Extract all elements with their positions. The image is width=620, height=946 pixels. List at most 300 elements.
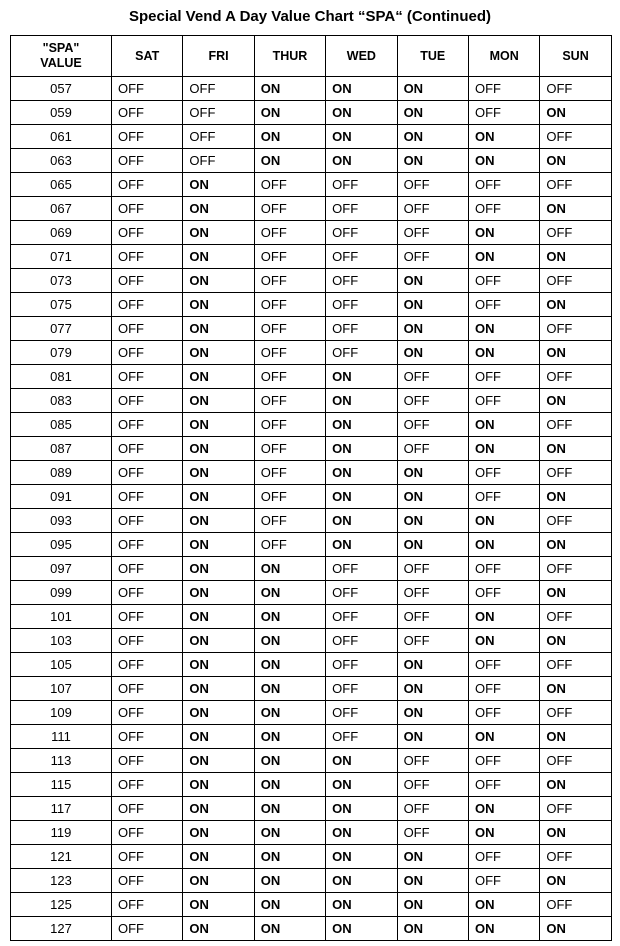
cell-thur: OFF — [254, 293, 325, 317]
cell-sun: OFF — [540, 749, 611, 773]
cell-sun: OFF — [540, 605, 611, 629]
cell-thur: ON — [254, 773, 325, 797]
cell-wed: OFF — [326, 677, 397, 701]
cell-mon: OFF — [468, 581, 539, 605]
spa-value-cell: 095 — [11, 533, 112, 557]
cell-sun: OFF — [540, 893, 611, 917]
cell-sun: ON — [540, 389, 611, 413]
cell-sun: OFF — [540, 701, 611, 725]
table-row — [11, 149, 612, 173]
cell-mon: OFF — [468, 101, 539, 125]
cell-sun: OFF — [540, 365, 611, 389]
table-row — [11, 437, 612, 461]
spa-value-cell: 073 — [11, 269, 112, 293]
cell-thur: OFF — [254, 461, 325, 485]
table-row — [11, 365, 612, 389]
cell-sat: OFF — [112, 365, 183, 389]
cell-mon: ON — [468, 221, 539, 245]
cell-mon: OFF — [468, 197, 539, 221]
cell-sat: OFF — [112, 461, 183, 485]
cell-thur: ON — [254, 677, 325, 701]
cell-sat: OFF — [112, 317, 183, 341]
table-row — [11, 797, 612, 821]
cell-mon: ON — [468, 149, 539, 173]
cell-sat: OFF — [112, 677, 183, 701]
cell-tue: OFF — [397, 365, 468, 389]
spa-value-cell: 115 — [11, 773, 112, 797]
table-row — [11, 605, 612, 629]
cell-thur: ON — [254, 629, 325, 653]
cell-thur: OFF — [254, 485, 325, 509]
cell-tue: ON — [397, 485, 468, 509]
cell-sat: OFF — [112, 845, 183, 869]
cell-fri: ON — [183, 341, 254, 365]
cell-tue: ON — [397, 149, 468, 173]
cell-sun: ON — [540, 101, 611, 125]
cell-sat: OFF — [112, 797, 183, 821]
table-row — [11, 653, 612, 677]
table-row — [11, 773, 612, 797]
cell-fri: ON — [183, 221, 254, 245]
spa-value-cell: 127 — [11, 917, 112, 941]
cell-fri: ON — [183, 173, 254, 197]
cell-tue: ON — [397, 341, 468, 365]
cell-sun: OFF — [540, 413, 611, 437]
cell-sat: OFF — [112, 893, 183, 917]
cell-sat: OFF — [112, 821, 183, 845]
spa-value-cell: 057 — [11, 77, 112, 101]
cell-mon: OFF — [468, 365, 539, 389]
spa-value-cell: 117 — [11, 797, 112, 821]
cell-mon: OFF — [468, 485, 539, 509]
spa-value-cell: 097 — [11, 557, 112, 581]
cell-thur: ON — [254, 893, 325, 917]
cell-tue: ON — [397, 653, 468, 677]
cell-sun: ON — [540, 773, 611, 797]
cell-sun: ON — [540, 677, 611, 701]
cell-fri: ON — [183, 365, 254, 389]
cell-sun: ON — [540, 197, 611, 221]
cell-wed: OFF — [326, 221, 397, 245]
cell-tue: OFF — [397, 173, 468, 197]
cell-sat: OFF — [112, 197, 183, 221]
cell-mon: ON — [468, 245, 539, 269]
table-body — [11, 77, 612, 941]
cell-sun: ON — [540, 869, 611, 893]
cell-tue: ON — [397, 725, 468, 749]
cell-sun: OFF — [540, 317, 611, 341]
cell-sun: ON — [540, 149, 611, 173]
cell-wed: ON — [326, 893, 397, 917]
cell-sat: OFF — [112, 869, 183, 893]
cell-sat: OFF — [112, 509, 183, 533]
spa-value-cell: 111 — [11, 725, 112, 749]
cell-mon: ON — [468, 893, 539, 917]
table-row — [11, 317, 612, 341]
table-row — [11, 221, 612, 245]
cell-wed: ON — [326, 365, 397, 389]
table-row — [11, 173, 612, 197]
cell-wed: OFF — [326, 269, 397, 293]
cell-sat: OFF — [112, 413, 183, 437]
cell-sat: OFF — [112, 557, 183, 581]
cell-wed: ON — [326, 773, 397, 797]
table-row — [11, 845, 612, 869]
spa-value-cell: 071 — [11, 245, 112, 269]
cell-thur: ON — [254, 149, 325, 173]
cell-thur: ON — [254, 605, 325, 629]
spa-value-cell: 087 — [11, 437, 112, 461]
cell-mon: ON — [468, 509, 539, 533]
page-title: Special Vend A Day Value Chart “SPA“ (Continued) — [128, 8, 491, 25]
cell-fri: ON — [183, 461, 254, 485]
spa-value-cell: 109 — [11, 701, 112, 725]
spa-value-cell: 105 — [11, 653, 112, 677]
cell-sun: ON — [540, 533, 611, 557]
cell-thur: ON — [254, 725, 325, 749]
spa-value-cell: 103 — [11, 629, 112, 653]
cell-mon: ON — [468, 533, 539, 557]
cell-tue: OFF — [397, 389, 468, 413]
spa-value-cell: 121 — [11, 845, 112, 869]
table-row — [11, 341, 612, 365]
cell-fri: ON — [183, 557, 254, 581]
cell-sun: ON — [540, 917, 611, 941]
cell-thur: ON — [254, 797, 325, 821]
cell-fri: ON — [183, 845, 254, 869]
cell-tue: ON — [397, 77, 468, 101]
cell-sun: ON — [540, 821, 611, 845]
cell-fri: OFF — [183, 101, 254, 125]
cell-mon: OFF — [468, 269, 539, 293]
cell-tue: OFF — [397, 413, 468, 437]
cell-fri: ON — [183, 797, 254, 821]
cell-fri: ON — [183, 437, 254, 461]
cell-thur: OFF — [254, 173, 325, 197]
spa-value-cell: 077 — [11, 317, 112, 341]
spa-value-cell: 081 — [11, 365, 112, 389]
cell-sat: OFF — [112, 437, 183, 461]
cell-sun: OFF — [540, 653, 611, 677]
cell-tue: ON — [397, 677, 468, 701]
cell-fri: ON — [183, 413, 254, 437]
cell-sun: ON — [540, 581, 611, 605]
spa-value-cell: 083 — [11, 389, 112, 413]
cell-sat: OFF — [112, 485, 183, 509]
spa-value-cell: 089 — [11, 461, 112, 485]
cell-wed: ON — [326, 917, 397, 941]
table-row — [11, 389, 612, 413]
cell-fri: ON — [183, 269, 254, 293]
spa-value-cell: 091 — [11, 485, 112, 509]
table-row — [11, 485, 612, 509]
cell-sun: OFF — [540, 557, 611, 581]
cell-mon: OFF — [468, 293, 539, 317]
table-row — [11, 869, 612, 893]
table-row — [11, 725, 612, 749]
table-row — [11, 77, 612, 101]
spa-value-cell: 113 — [11, 749, 112, 773]
cell-mon: ON — [468, 413, 539, 437]
cell-sun: OFF — [540, 461, 611, 485]
cell-wed: OFF — [326, 557, 397, 581]
cell-mon: OFF — [468, 389, 539, 413]
cell-mon: ON — [468, 629, 539, 653]
cell-thur: OFF — [254, 269, 325, 293]
cell-mon: ON — [468, 797, 539, 821]
cell-sun: OFF — [540, 173, 611, 197]
table-row — [11, 917, 612, 941]
cell-thur: OFF — [254, 221, 325, 245]
cell-tue: OFF — [397, 797, 468, 821]
spa-value-cell: 079 — [11, 341, 112, 365]
spa-value-header-label: "SPA" VALUE — [40, 41, 82, 70]
table-row — [11, 269, 612, 293]
cell-mon: ON — [468, 125, 539, 149]
cell-fri: ON — [183, 917, 254, 941]
cell-wed: ON — [326, 389, 397, 413]
cell-wed: ON — [326, 101, 397, 125]
cell-tue: OFF — [397, 581, 468, 605]
cell-sun: ON — [540, 437, 611, 461]
cell-wed: ON — [326, 821, 397, 845]
cell-fri: ON — [183, 581, 254, 605]
cell-wed: OFF — [326, 197, 397, 221]
spa-value-cell: 101 — [11, 605, 112, 629]
cell-fri: ON — [183, 485, 254, 509]
cell-thur: OFF — [254, 413, 325, 437]
cell-fri: ON — [183, 389, 254, 413]
cell-sun: OFF — [540, 797, 611, 821]
cell-tue: ON — [397, 701, 468, 725]
cell-sun: ON — [540, 293, 611, 317]
table-row — [11, 533, 612, 557]
cell-tue: ON — [397, 293, 468, 317]
cell-wed: ON — [326, 533, 397, 557]
cell-sat: OFF — [112, 749, 183, 773]
cell-fri: OFF — [183, 125, 254, 149]
table-row — [11, 677, 612, 701]
cell-wed: ON — [326, 485, 397, 509]
column-header-tue: TUE — [397, 36, 468, 77]
cell-sat: OFF — [112, 917, 183, 941]
spa-value-cell: 063 — [11, 149, 112, 173]
cell-thur: ON — [254, 101, 325, 125]
cell-sun: ON — [540, 341, 611, 365]
header-row — [11, 36, 612, 77]
spa-value-cell: 065 — [11, 173, 112, 197]
cell-mon: OFF — [468, 173, 539, 197]
cell-fri: ON — [183, 605, 254, 629]
cell-tue: ON — [397, 269, 468, 293]
cell-fri: ON — [183, 653, 254, 677]
table-row — [11, 821, 612, 845]
table-row — [11, 893, 612, 917]
spa-value-cell: 085 — [11, 413, 112, 437]
cell-thur: ON — [254, 821, 325, 845]
cell-wed: ON — [326, 845, 397, 869]
table-row — [11, 413, 612, 437]
cell-sat: OFF — [112, 773, 183, 797]
cell-wed: ON — [326, 797, 397, 821]
cell-thur: ON — [254, 749, 325, 773]
cell-mon: OFF — [468, 773, 539, 797]
cell-tue: OFF — [397, 773, 468, 797]
cell-tue: ON — [397, 869, 468, 893]
cell-fri: ON — [183, 701, 254, 725]
cell-sat: OFF — [112, 725, 183, 749]
cell-tue: OFF — [397, 557, 468, 581]
cell-tue: OFF — [397, 749, 468, 773]
cell-mon: ON — [468, 821, 539, 845]
cell-mon: OFF — [468, 653, 539, 677]
cell-wed: OFF — [326, 173, 397, 197]
table-row — [11, 293, 612, 317]
cell-sat: OFF — [112, 173, 183, 197]
cell-wed: ON — [326, 869, 397, 893]
cell-sat: OFF — [112, 125, 183, 149]
cell-mon: OFF — [468, 461, 539, 485]
spa-value-cell: 099 — [11, 581, 112, 605]
cell-wed: ON — [326, 77, 397, 101]
cell-fri: ON — [183, 317, 254, 341]
cell-thur: ON — [254, 581, 325, 605]
table-row — [11, 197, 612, 221]
table-row — [11, 125, 612, 149]
column-header-sun: SUN — [540, 36, 611, 77]
cell-tue: OFF — [397, 821, 468, 845]
cell-sat: OFF — [112, 701, 183, 725]
cell-thur: ON — [254, 701, 325, 725]
cell-sat: OFF — [112, 533, 183, 557]
cell-tue: ON — [397, 101, 468, 125]
cell-sun: OFF — [540, 125, 611, 149]
table-row — [11, 581, 612, 605]
cell-mon: OFF — [468, 557, 539, 581]
cell-tue: OFF — [397, 197, 468, 221]
cell-sun: ON — [540, 725, 611, 749]
cell-fri: ON — [183, 821, 254, 845]
cell-sun: ON — [540, 485, 611, 509]
cell-tue: OFF — [397, 221, 468, 245]
cell-tue: OFF — [397, 629, 468, 653]
cell-sat: OFF — [112, 341, 183, 365]
column-header-wed: WED — [326, 36, 397, 77]
cell-tue: ON — [397, 845, 468, 869]
cell-thur: OFF — [254, 509, 325, 533]
cell-sat: OFF — [112, 101, 183, 125]
cell-wed: OFF — [326, 341, 397, 365]
cell-mon: OFF — [468, 869, 539, 893]
cell-wed: OFF — [326, 653, 397, 677]
cell-mon: OFF — [468, 701, 539, 725]
table-row — [11, 749, 612, 773]
cell-tue: ON — [397, 533, 468, 557]
cell-sat: OFF — [112, 581, 183, 605]
cell-tue: ON — [397, 917, 468, 941]
cell-fri: ON — [183, 749, 254, 773]
cell-sat: OFF — [112, 389, 183, 413]
cell-fri: ON — [183, 677, 254, 701]
cell-mon: ON — [468, 917, 539, 941]
cell-sat: OFF — [112, 221, 183, 245]
cell-fri: ON — [183, 629, 254, 653]
cell-sat: OFF — [112, 77, 183, 101]
spa-value-cell: 061 — [11, 125, 112, 149]
cell-thur: ON — [254, 869, 325, 893]
cell-sat: OFF — [112, 605, 183, 629]
cell-fri: ON — [183, 725, 254, 749]
cell-thur: ON — [254, 845, 325, 869]
cell-fri: ON — [183, 893, 254, 917]
cell-fri: OFF — [183, 149, 254, 173]
cell-fri: ON — [183, 773, 254, 797]
cell-thur: OFF — [254, 389, 325, 413]
column-header-spa-value — [11, 36, 112, 77]
spa-value-cell: 125 — [11, 893, 112, 917]
cell-wed: OFF — [326, 701, 397, 725]
spa-value-cell: 093 — [11, 509, 112, 533]
cell-wed: OFF — [326, 725, 397, 749]
cell-thur: OFF — [254, 533, 325, 557]
cell-wed: ON — [326, 749, 397, 773]
cell-sun: ON — [540, 245, 611, 269]
cell-wed: OFF — [326, 581, 397, 605]
cell-wed: ON — [326, 461, 397, 485]
cell-fri: ON — [183, 197, 254, 221]
cell-wed: ON — [326, 437, 397, 461]
table-row — [11, 509, 612, 533]
cell-tue: OFF — [397, 245, 468, 269]
spa-value-chart — [10, 35, 612, 941]
cell-wed: OFF — [326, 605, 397, 629]
cell-tue: ON — [397, 461, 468, 485]
cell-sat: OFF — [112, 245, 183, 269]
cell-fri: ON — [183, 869, 254, 893]
column-header-mon: MON — [468, 36, 539, 77]
cell-mon: OFF — [468, 845, 539, 869]
cell-thur: OFF — [254, 245, 325, 269]
cell-sat: OFF — [112, 653, 183, 677]
cell-tue: ON — [397, 125, 468, 149]
cell-fri: OFF — [183, 77, 254, 101]
column-header-fri: FRI — [183, 36, 254, 77]
cell-wed: ON — [326, 125, 397, 149]
cell-fri: ON — [183, 293, 254, 317]
cell-mon: OFF — [468, 677, 539, 701]
table-row — [11, 629, 612, 653]
spa-value-cell: 069 — [11, 221, 112, 245]
cell-mon: OFF — [468, 749, 539, 773]
table-row — [11, 557, 612, 581]
cell-sun: OFF — [540, 77, 611, 101]
cell-sat: OFF — [112, 629, 183, 653]
cell-wed: OFF — [326, 293, 397, 317]
cell-mon: ON — [468, 725, 539, 749]
cell-wed: OFF — [326, 317, 397, 341]
spa-value-cell: 123 — [11, 869, 112, 893]
cell-wed: OFF — [326, 629, 397, 653]
cell-mon: ON — [468, 437, 539, 461]
spa-value-cell: 119 — [11, 821, 112, 845]
cell-thur: OFF — [254, 317, 325, 341]
spa-value-cell: 059 — [11, 101, 112, 125]
cell-sun: ON — [540, 629, 611, 653]
cell-tue: OFF — [397, 605, 468, 629]
spa-value-cell: 067 — [11, 197, 112, 221]
cell-sun: OFF — [540, 221, 611, 245]
cell-sun: OFF — [540, 269, 611, 293]
